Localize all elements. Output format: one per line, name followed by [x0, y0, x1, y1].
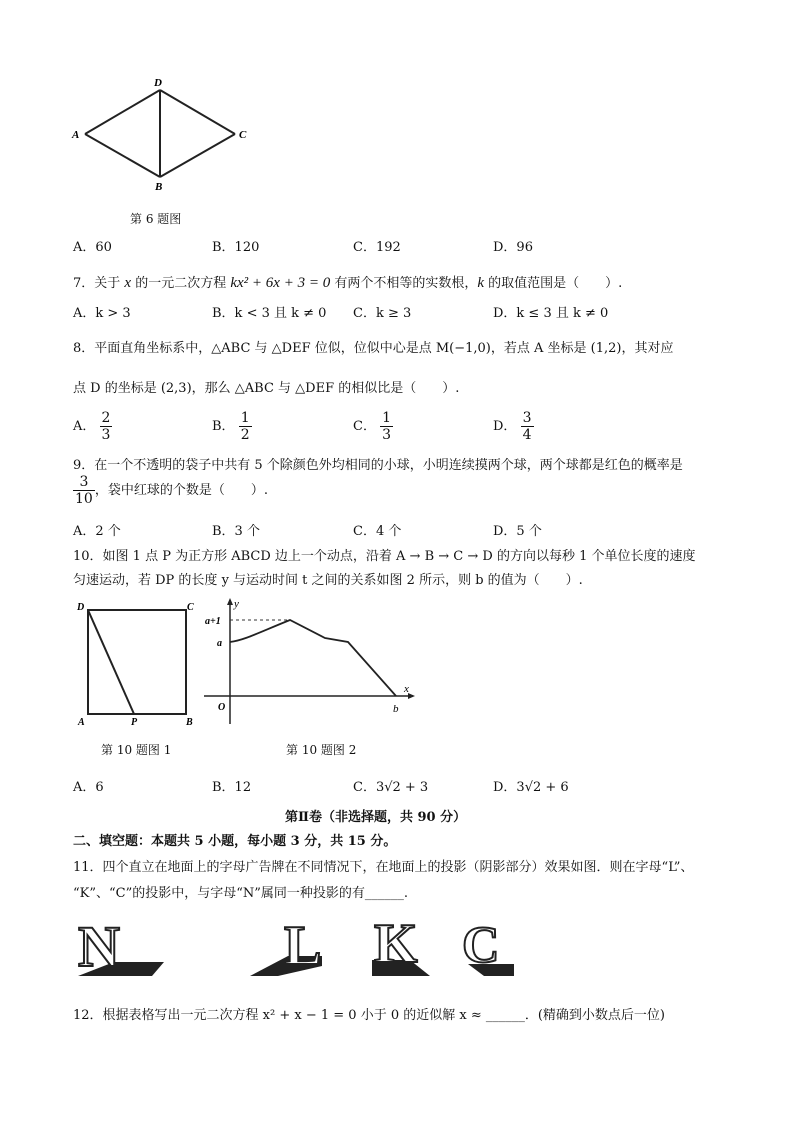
- q8-b-num: 1: [240, 410, 250, 426]
- q10-option-a: A．6: [73, 780, 104, 795]
- q9-fraction: [73, 474, 95, 507]
- q8-option-b-label: B．: [212, 419, 235, 435]
- fig6-rhombus: [70, 74, 260, 194]
- q9-option-c: C．4 个: [353, 524, 402, 539]
- fig6-label-a: A: [72, 129, 80, 141]
- q8-option-d-fraction: [521, 410, 534, 443]
- q7-text-b: 的一元二次方程: [131, 276, 231, 291]
- q8-d-den: 4: [522, 427, 532, 444]
- q10-fig1-label-c: C: [187, 602, 194, 613]
- fig6-label-c: C: [239, 129, 247, 141]
- q10-line2: 匀速运动，若 DP 的长度 y 与运动时间 t 之间的关系如图 2 所示，则 b 的值为（ ）.: [73, 573, 583, 588]
- q10-caption-1: 第 10 题图 1: [101, 743, 172, 757]
- q6-option-c: C．192: [353, 240, 401, 255]
- section2-heading: 二、填空题：本题共 5 小题，每小题 3 分，共 15 分。: [73, 834, 397, 849]
- q8-option-d-label: D．: [493, 419, 517, 435]
- q10-fig2-label-y: y: [234, 598, 239, 610]
- q9-frac-den: 10: [75, 491, 93, 508]
- q12-line: 12．根据表格写出一元二次方程 x² + x − 1 = 0 小于 0 的近似解 x ≈ ______．(精确到小数点后一位): [73, 1008, 665, 1023]
- q7-var-k: k: [477, 275, 485, 291]
- q10-fig2-label-b: b: [393, 703, 399, 715]
- q7-text-d: 的取值范围是（ ）.: [484, 276, 623, 291]
- q8-option-b-fraction: [239, 410, 252, 443]
- q7-text-c: 有两个不相等的实数根，: [330, 276, 478, 291]
- q8-b-den: 2: [240, 427, 250, 444]
- q8-option-a-fraction: [100, 410, 113, 443]
- q7-stem: [73, 272, 622, 292]
- q11-letter-l: L: [284, 915, 322, 977]
- q6-option-b: B．120: [212, 240, 260, 255]
- q9-frac-num: 3: [73, 474, 95, 491]
- q11-letter-k: K: [374, 913, 418, 975]
- q8-option-c: [353, 410, 393, 443]
- q9-option-b: B．3 个: [212, 524, 260, 539]
- q11-letter-c-figure: [458, 910, 518, 980]
- q6-option-d: D．96: [493, 240, 533, 255]
- q10-fig1-square: [74, 598, 204, 730]
- q7-option-d: D．k ≤ 3 且 k ≠ 0: [493, 306, 609, 321]
- q8-option-c-fraction: [380, 410, 393, 443]
- q9-line1: 9．在一个不透明的袋子中共有 5 个除颜色外均相同的小球，小明连续摸两个球，两个球都是红色的概率是: [73, 458, 683, 473]
- q7-option-b: B．k < 3 且 k ≠ 0: [212, 306, 327, 321]
- q9-line2: [73, 474, 268, 507]
- section2-title: 第Ⅱ卷（非选择题，共 90 分）: [285, 810, 467, 825]
- q11-letter-c: C: [462, 917, 500, 974]
- q8-c-num: 1: [382, 410, 392, 426]
- q8-option-b: [212, 410, 252, 443]
- q10-caption-2: 第 10 题图 2: [286, 743, 357, 757]
- q8-line2: 点 D 的坐标是 (2,3)，那么 △ABC 与 △DEF 的相似比是（ ）.: [73, 381, 460, 396]
- q8-option-d: [493, 410, 534, 443]
- q10-line1: 10．如图 1 点 P 为正方形 ABCD 边上一个动点，沿着 A → B → C → D 的方向以每秒 1 个单位长度的速度: [73, 549, 696, 564]
- q10-fig1-label-d: D: [77, 602, 85, 613]
- q11-letter-k-figure: [370, 910, 442, 980]
- q10-fig1-label-b: B: [186, 717, 193, 728]
- q8-d-num: 3: [522, 410, 532, 426]
- q7-var-x: x: [124, 275, 132, 291]
- q7-text-a: 关于: [94, 276, 125, 291]
- q8-c-den: 3: [382, 427, 392, 444]
- fig6-label-d: D: [154, 77, 162, 89]
- q10-fig2-label-a: a: [217, 638, 222, 649]
- q11-line2: “K”、“C”的投影中，与字母“N”属同一种投影的有______.: [73, 886, 409, 901]
- q8-a-num: 2: [101, 410, 111, 426]
- q8-a-den: 3: [101, 427, 111, 444]
- q8-option-a: [73, 410, 112, 443]
- q8-option-a-label: A．: [73, 419, 96, 435]
- q10-fig2-label-x: x: [404, 683, 409, 695]
- q8-option-c-label: C．: [353, 419, 376, 435]
- q9-line2-text: ，袋中红球的个数是（ ）.: [94, 483, 268, 499]
- q10-fig2-label-a1: a+1: [205, 616, 221, 627]
- q8-line1: 8．平面直角坐标系中，△ABC 与 △DEF 位似，位似中心是点 M(−1,0)，若点 A 坐标是 (1,2)，其对应: [73, 341, 674, 356]
- q10-option-b: B．12: [212, 780, 252, 795]
- q7-number: 7．: [73, 276, 95, 291]
- fig6-caption: 第 6 题图: [130, 212, 182, 226]
- fig6-label-b: B: [155, 181, 163, 193]
- q10-option-c: C．3√2 + 3: [353, 780, 429, 795]
- q6-option-a: A．60: [73, 240, 112, 255]
- q11-letter-n: N: [78, 914, 120, 979]
- q9-option-a: A．2 个: [73, 524, 121, 539]
- q11-letter-l-figure: [248, 910, 328, 980]
- q7-option-a: A．k > 3: [73, 306, 131, 321]
- q10-fig1-label-p: P: [131, 717, 138, 728]
- q10-fig2-label-o: O: [218, 702, 226, 713]
- q7-option-c: C．k ≥ 3: [353, 306, 412, 321]
- q10-fig1-label-a: A: [78, 717, 85, 728]
- q9-option-d: D．5 个: [493, 524, 542, 539]
- q10-fig2-graph: [200, 596, 420, 726]
- q11-line1: 11．四个直立在地面上的字母广告牌在不同情况下，在地面上的投影（阴影部分）效果如图．则在字母“L”、: [73, 860, 694, 875]
- q10-option-d: D．3√2 + 6: [493, 780, 569, 795]
- q7-equation: kx² + 6x + 3 = 0: [230, 275, 331, 291]
- q11-letter-n-figure: [74, 910, 164, 980]
